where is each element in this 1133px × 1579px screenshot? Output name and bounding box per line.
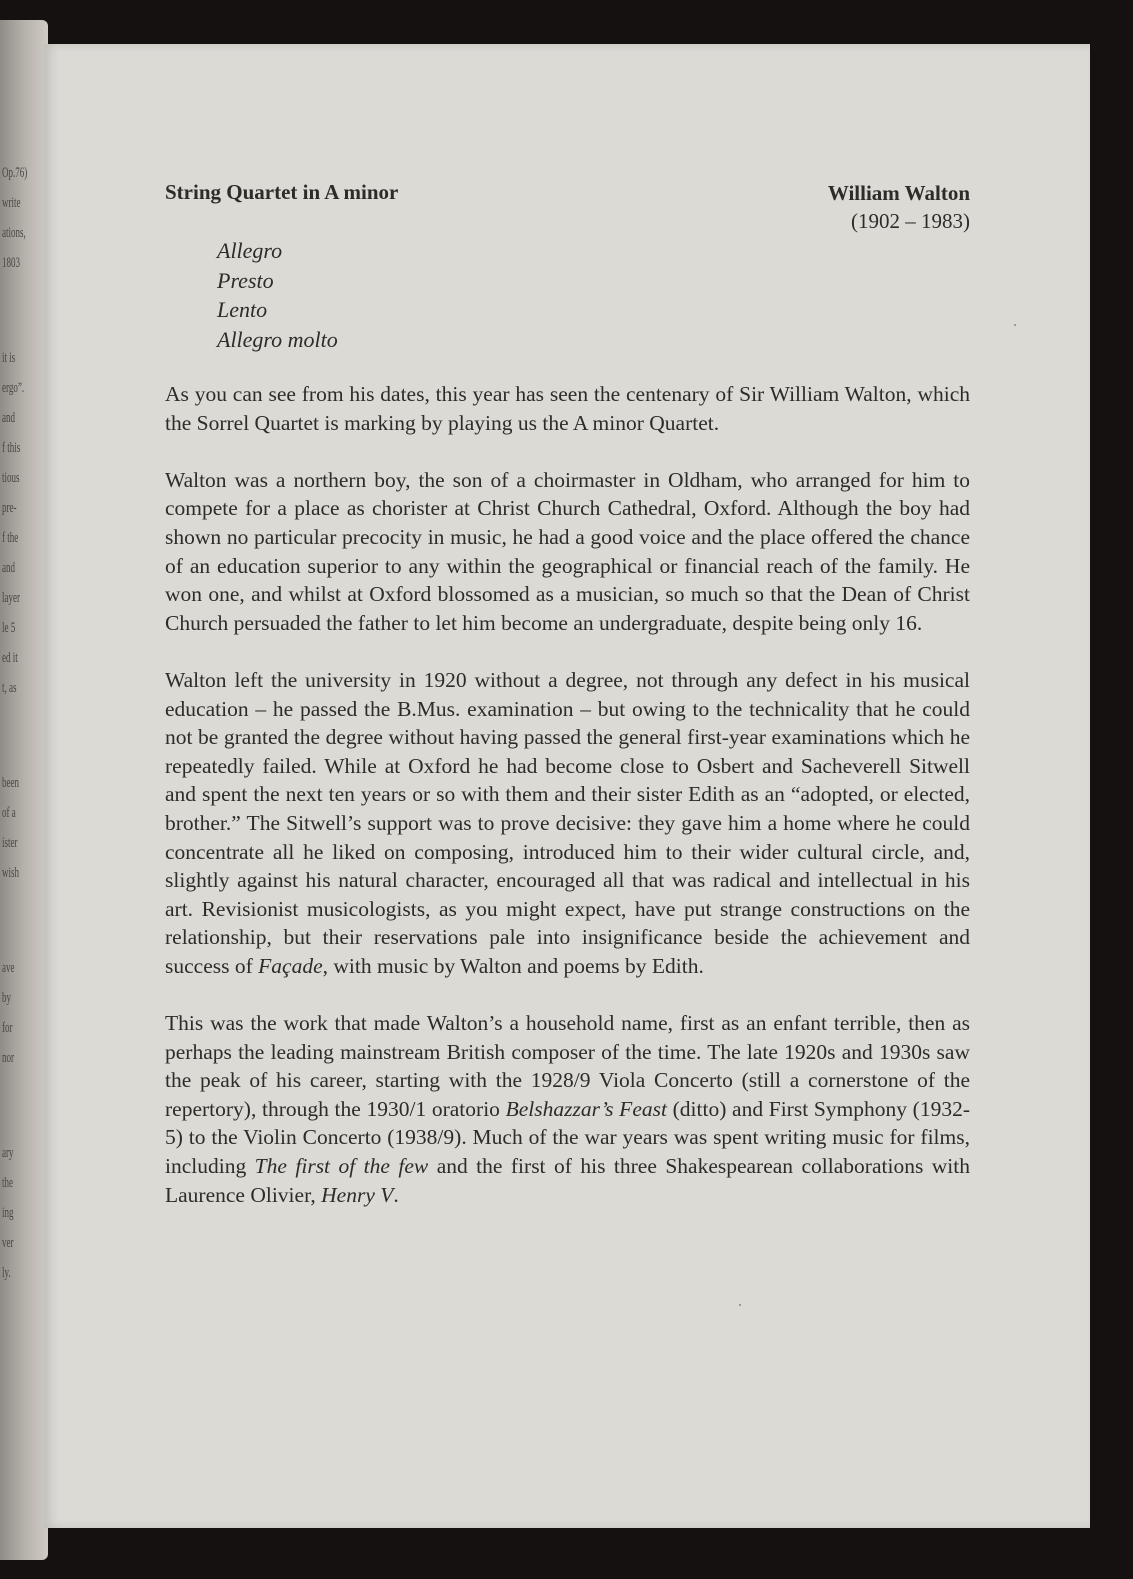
composer-name: William Walton: [827, 181, 970, 205]
composer-dates: (1902 – 1983): [851, 209, 970, 233]
facing-fragment: it is: [2, 350, 16, 366]
facing-fragment: ly.: [2, 1265, 11, 1281]
facing-fragment: ver: [2, 1235, 14, 1251]
paragraph-early-life: Walton was a northern boy, the son of a choirmaster in Oldham, who arranged for him to compete for a place as chorister at Christ Church Cathedral, Oxford. Although the boy had shown no particular precocity in music, he had a good voice and the place offered the chance of an education superior to any within the geographical or financial reach of the family. He won one, and whilst at Oxford blossomed as a musician, so much so that the Dean of Christ Church persuaded the father to let him become an undergraduate, despite being only 16.: [165, 467, 970, 635]
facing-fragment: layer: [2, 590, 20, 606]
composer-block: [828, 180, 970, 236]
facing-fragment: been: [2, 775, 19, 791]
movement-item: Allegro: [217, 238, 283, 263]
facing-fragment: the: [2, 1175, 13, 1191]
work-title: String Quartet in A minor: [165, 180, 399, 204]
movement-item: Allegro molto: [217, 327, 338, 353]
facing-fragment: t, as: [2, 680, 17, 696]
facing-fragment: for: [2, 1020, 13, 1036]
movement-item: Presto: [217, 267, 274, 293]
facing-fragment: ary: [2, 1145, 14, 1161]
facing-fragment: ing: [2, 1205, 14, 1221]
paragraph-intro: As you can see from his dates, this year has seen the centenary of Sir William Walton, which the Sorrel Quartet is marking by playing us the A minor Quartet.: [165, 382, 970, 435]
film-title-henry-v: Henry V: [321, 1182, 394, 1207]
facing-fragment: and: [2, 410, 16, 426]
facing-page-edge: [0, 20, 48, 1560]
facing-fragment: ed it: [2, 650, 18, 666]
paper-speck: [1014, 324, 1016, 326]
facing-fragment: wish: [2, 865, 20, 881]
paragraph-career: This was the work that made Walton’s a household name, first as an enfant terrible, then as perhaps the leading mainstream British composer of the time. The late 1920s and 1930s saw the peak of his career, starting with the 1928/9 Viola Concerto (still a cornerstone of the repertory), through the 1930/1 oratorio Belshazzar’s Feast (ditto) and First Symphony (1932-5) to the Violin Concerto (1938/9). Much of the war years was spent writing music for films, including The first of the few and the first of his three Shakespearean collaborations with Laurence Olivier, Henry V.: [165, 1011, 970, 1207]
movement-list: [217, 236, 338, 355]
facing-fragment: 1803: [2, 255, 20, 271]
facing-fragment: by: [2, 990, 11, 1006]
paper-speck: [739, 1304, 741, 1306]
facing-fragment: f the: [2, 530, 19, 546]
movement-item: Lento: [217, 297, 268, 323]
facing-fragment: le 5: [2, 620, 16, 636]
work-title-facade: Façade: [258, 953, 323, 978]
work-title-belshazzar: Belshazzar’s Feast: [505, 1096, 667, 1121]
facing-fragment: ave: [2, 960, 15, 976]
facing-fragment: and: [2, 560, 16, 576]
facing-fragment: ister: [2, 835, 18, 851]
facing-fragment: f this: [2, 440, 21, 456]
facing-fragment: of a: [2, 805, 16, 821]
facing-fragment: ergo”.: [2, 380, 25, 396]
facing-fragment: ations,: [2, 225, 26, 241]
facing-fragment: write: [2, 195, 21, 211]
film-title-first-of-the-few: The first of the few: [254, 1154, 429, 1179]
facing-fragment: Op.76): [2, 165, 28, 181]
facing-fragment: pre-: [2, 500, 17, 516]
programme-notes: [165, 380, 970, 1209]
paragraph-oxford-sitwells: Walton left the university in 1920 without a degree, not through any defect in his musical education – he passed the B.Mus. examination – but owing to the technicality that he could not be granted the degree without having passed the general first-year examinations which he repeatedly failed. While at Oxford he had become close to Osbert and Sacheverell Sitwell and spent the next ten years or so with them and their sister Edith as an “adopted, or elected, brother.” The Sitwell’s support was to prove decisive: they gave him a home where he could concentrate all he liked on composing, introduced him to their wider cultural circle, and, slightly against his natural character, encouraged all that was radical and intellectual in his art. Revisionist musicologists, as you might expect, have put strange constructions on the relationship, but their reservations pale into insignificance beside the achievement and success of Façade, with music by Walton and poems by Edith.: [165, 667, 970, 978]
facing-fragment: tious: [2, 470, 20, 486]
facing-fragment: nor: [2, 1050, 14, 1066]
programme-page: [44, 44, 1090, 1528]
